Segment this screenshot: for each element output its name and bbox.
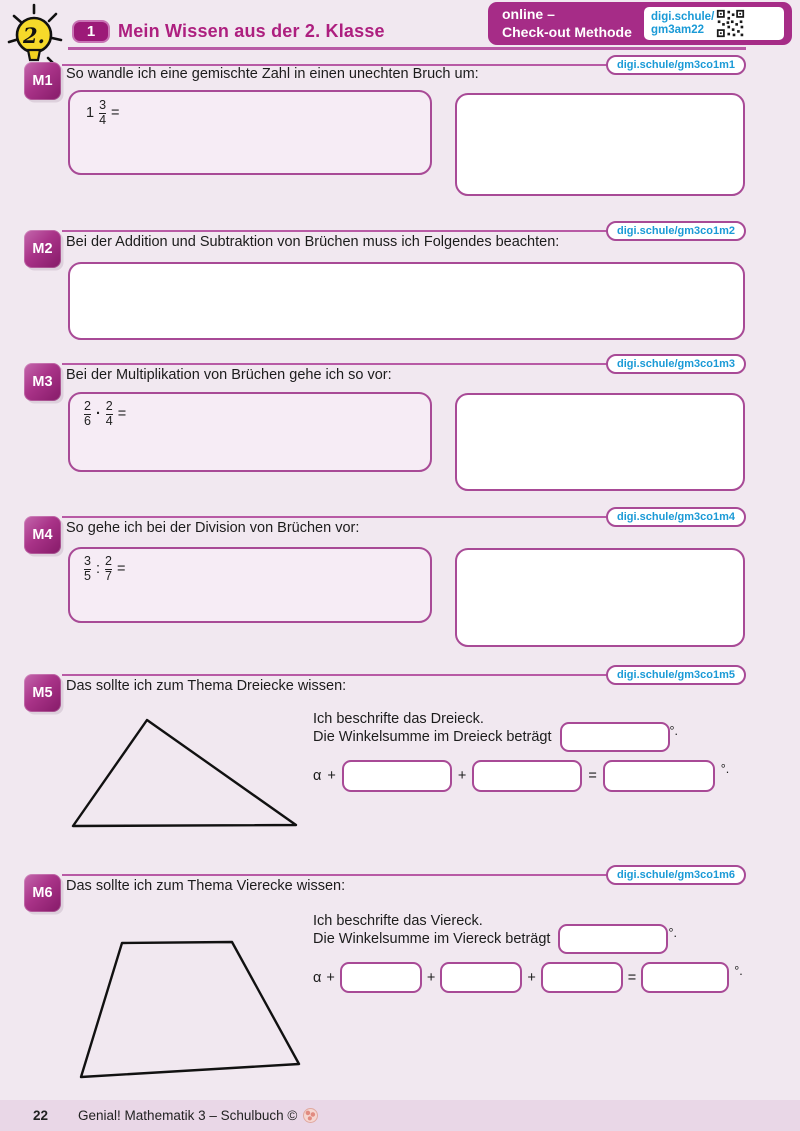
- m1-fraction: $\frac{3}{4}$: [99, 98, 107, 127]
- m6-angle-result-box[interactable]: [641, 962, 729, 993]
- plus-sign: +: [327, 768, 336, 784]
- equals-sign: =: [588, 768, 597, 784]
- m6-instruction: Ich beschrifte das Viereck.: [313, 913, 483, 929]
- online-label-line2: Check-out Methode: [502, 24, 632, 40]
- m4-question: So gehe ich bei der Division von Brüchen vor:: [66, 520, 360, 536]
- degree-sign: °.: [669, 724, 678, 738]
- alpha-symbol: α: [313, 768, 322, 784]
- equals-sign: =: [117, 406, 127, 423]
- m5-angle-box-1[interactable]: [342, 760, 452, 792]
- online-label-line1: online –: [502, 6, 555, 22]
- header-digi-link-text: [644, 11, 716, 37]
- footer: [0, 1100, 800, 1131]
- m4-expression: [84, 555, 125, 584]
- m6-badge: [24, 874, 61, 912]
- m4-badge: [24, 516, 61, 554]
- m2-badge: [24, 230, 61, 268]
- m5-angle-equation: [313, 760, 729, 792]
- equals-sign: =: [116, 561, 126, 578]
- m5-question: Das sollte ich zum Thema Dreiecke wissen:: [66, 678, 347, 694]
- m3-question: Bei der Multiplikation von Brüchen gehe ich so vor:: [66, 367, 392, 383]
- m4-badge-label: M4: [32, 527, 53, 543]
- m6-angle-box-1[interactable]: [340, 962, 422, 993]
- degree-sign: °.: [668, 926, 677, 940]
- m4-fraction-1: $\frac{3}{5}$: [84, 554, 91, 583]
- svg-text:2.: 2.: [23, 23, 45, 48]
- m2-digi-link[interactable]: digi.schule/gm3co1m2: [606, 221, 746, 241]
- m1-answer-box[interactable]: [455, 93, 745, 196]
- m5-badge-label: M5: [32, 685, 53, 701]
- m2-badge-label: M2: [32, 241, 53, 257]
- m6-angle-equation: [313, 962, 743, 993]
- page-title: Mein Wissen aus der 2. Klasse: [118, 21, 385, 41]
- header-digi-link-card[interactable]: [644, 7, 784, 40]
- m5-angle-result-box[interactable]: [603, 760, 715, 792]
- m5-digi-link[interactable]: digi.schule/gm3co1m5: [606, 665, 746, 685]
- m3-fraction-1: $\frac{2}{6}$: [84, 399, 91, 428]
- m5-instruction: Ich beschrifte das Dreieck.: [313, 711, 484, 727]
- m6-angle-sum-line: [313, 924, 677, 954]
- plus-sign: +: [527, 969, 536, 986]
- chapter-number-badge: [72, 20, 110, 43]
- m5-sum-input-box[interactable]: [560, 722, 670, 752]
- m5-badge: [24, 674, 61, 712]
- m2-answer-box[interactable]: [68, 262, 745, 340]
- m4-fraction-2: $\frac{2}{7}$: [104, 554, 112, 583]
- equals-sign: =: [627, 969, 637, 986]
- plus-sign: +: [457, 768, 467, 784]
- m6-question: Das sollte ich zum Thema Vierecke wissen:: [66, 878, 346, 894]
- equals-sign: =: [111, 105, 120, 122]
- m3-digi-link[interactable]: digi.schule/gm3co1m3: [606, 354, 746, 374]
- alpha-symbol: α: [313, 969, 322, 986]
- m3-badge: [24, 363, 61, 401]
- header-digi-link-line2: gm3am22: [651, 23, 705, 36]
- m6-digi-link[interactable]: digi.schule/gm3co1m6: [606, 865, 746, 885]
- online-checkout-box: [488, 2, 792, 45]
- footer-text: Genial! Mathematik 3 – Schulbuch ©: [78, 1108, 298, 1123]
- m1-digi-link[interactable]: digi.schule/gm3co1m1: [606, 55, 746, 75]
- m6-angle-box-2[interactable]: [440, 962, 522, 993]
- qr-code-icon: [716, 9, 745, 38]
- triangle-figure: [62, 712, 302, 837]
- m4-answer-box[interactable]: [455, 548, 745, 647]
- page-number: 22: [33, 1108, 49, 1123]
- degree-sign: °.: [720, 762, 730, 776]
- header-rule: [68, 47, 746, 50]
- plus-sign: +: [426, 969, 436, 986]
- m1-question: So wandle ich eine gemischte Zahl in einen unechten Bruch um:: [66, 66, 479, 82]
- m3-badge-label: M3: [32, 374, 53, 390]
- header-digi-link-line1: digi.schule/: [651, 10, 715, 23]
- m3-fraction-2: $\frac{2}{4}$: [105, 399, 113, 428]
- m1-badge-label: M1: [32, 73, 53, 89]
- m1-prompt-box[interactable]: [68, 90, 432, 175]
- online-checkout-label: [502, 5, 632, 41]
- m3-answer-box[interactable]: [455, 393, 745, 491]
- m6-angle-box-3[interactable]: [541, 962, 623, 993]
- m1-badge: [24, 62, 61, 100]
- m5-angle-box-2[interactable]: [472, 760, 582, 792]
- m1-expression: [86, 99, 120, 128]
- m3-expression: [84, 400, 126, 429]
- plus-sign: +: [326, 969, 335, 986]
- chapter-number: 1: [86, 23, 96, 40]
- m1-whole-number: 1: [86, 105, 95, 122]
- m6-sum-input-box[interactable]: [558, 924, 668, 954]
- m6-badge-label: M6: [32, 885, 53, 901]
- m4-digi-link[interactable]: digi.schule/gm3co1m4: [606, 507, 746, 527]
- m5-sum-text: Die Winkelsumme im Dreieck beträgt: [313, 729, 552, 745]
- m6-sum-text: Die Winkelsumme im Viereck beträgt: [313, 931, 551, 947]
- degree-sign: °.: [734, 964, 743, 978]
- multiplication-dot: ·: [95, 406, 101, 423]
- publisher-logo-icon: [303, 1108, 318, 1123]
- m2-question: Bei der Addition und Subtraktion von Brüchen muss ich Folgendes beachten:: [66, 234, 560, 250]
- division-colon: :: [95, 561, 100, 578]
- quadrilateral-figure: [70, 935, 305, 1090]
- m5-angle-sum-line: [313, 722, 678, 752]
